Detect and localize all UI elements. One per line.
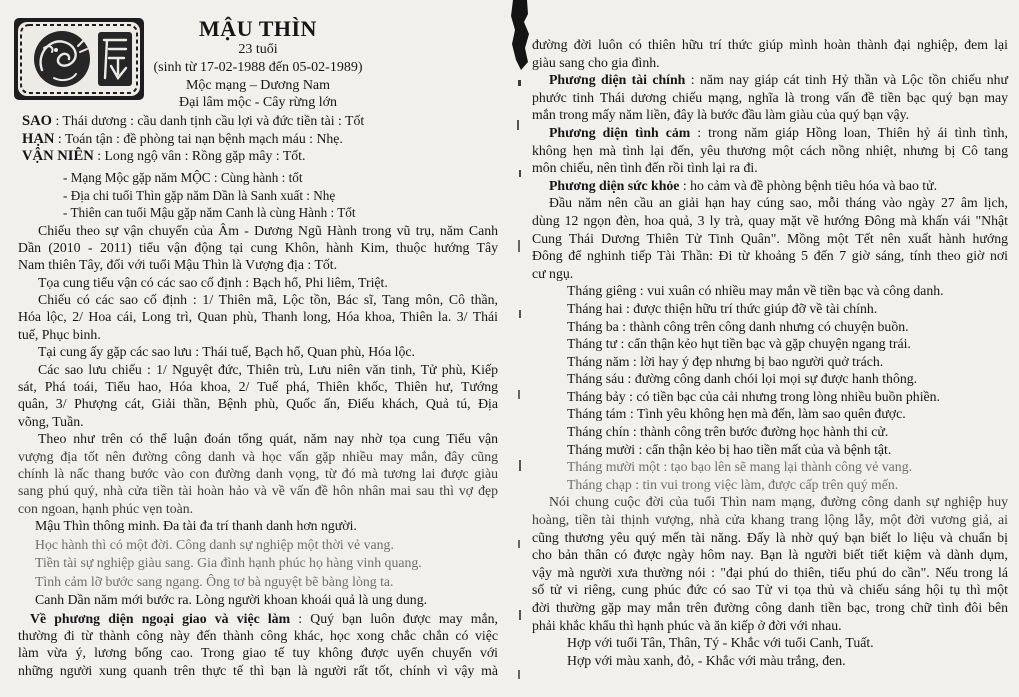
annual-fortune-line xyxy=(18,147,498,164)
monthly-forecast-list xyxy=(532,282,1008,493)
text-line: số tử vi riêng, cung phúc đức có sao Tử vi tọa thủ và chiếu sáng hội tụ thì một xyxy=(532,582,1008,598)
text-line: chính là nấc thang bước vào con đường danh vọng, từ đó mà tương lai được giàu xyxy=(18,466,498,481)
text-line: đời thường gặp may mắn trên đường công danh tiền bạc, trong chữ tình đôi bên xyxy=(532,600,1008,615)
text-line xyxy=(532,124,1008,142)
month-line: Tháng ba : thành công trên công danh nhưng có chuyện buồn. xyxy=(567,318,909,334)
verse-line: Học hành thì có một đời. Công danh sự nghiệp một thời vẻ vang. xyxy=(35,536,394,552)
text-line: Dần (2010 - 2011) tiểu vận động tại cung Khôn, hành Kim, thuộc hướng Tây xyxy=(18,239,498,255)
text-line: võng, Tuần. xyxy=(18,413,84,429)
month-line: Tháng chín : thành công trên bước đường học hành thi cử. xyxy=(567,424,889,440)
element-gender-line: Mộc mạng – Dương Nam xyxy=(185,77,331,93)
month-line: Tháng giêng : vui xuân có nhiều may mắn về tiền bạc và công danh. xyxy=(567,283,944,299)
star-text: : Thái dương : cầu danh tịnh cầu lợi và đức tiền tài : Tốt xyxy=(52,113,365,129)
paragraph-love xyxy=(532,124,1008,177)
paragraph-relations-work xyxy=(18,610,498,680)
paragraph-general-forecast xyxy=(18,430,498,517)
text-line: Các sao lưu chiếu : 1/ Nguyệt đức, Thiên trù, Lưu niên văn tinh, Tử phù, Kiếp xyxy=(38,361,498,377)
paragraph-fixed-stars xyxy=(18,274,498,291)
text-line: quân, 3/ Phượng cát, Giải thần, Bệnh phù, Quốc ấn, Điếu khách, Quả tú, Địa xyxy=(18,396,498,412)
article-header xyxy=(18,16,498,112)
text-run: : trong năm giáp Hồng loan, Thiên hỷ ái tình tình, xyxy=(690,124,1008,140)
paragraph-finance xyxy=(532,71,1008,124)
section-heading: Phương diện tình cảm xyxy=(549,124,691,140)
paragraph-ritual xyxy=(532,194,1008,282)
star-line xyxy=(18,112,498,129)
verse-block xyxy=(18,517,498,610)
text-line: tuế, Phục binh. xyxy=(18,326,101,342)
month-line: Tháng bảy : có tiền bạc của cải nhưng trong lòng nhiều buồn phiền. xyxy=(567,388,940,404)
compatible-age-line: Hợp với tuổi Tân, Thân, Tý - Khắc với tuổi Canh, Tuất. xyxy=(567,635,874,651)
text-line: dùng 12 ngọn đèn, hoa quả, 3 ly trà, quay mặt về hướng Đông mà khấn vái "Nhật xyxy=(532,212,1008,228)
text-line: Hóa lộc, 2/ Hoa cái, Long trì, Quan phù, Thanh long, Hóa khoa, Thiên la. 3/ Thái xyxy=(18,309,498,325)
text-line xyxy=(18,610,498,627)
paragraph-continuation xyxy=(532,36,1008,71)
element-notes xyxy=(18,169,498,221)
text-line: Tọa cung tiểu vận có các sao cố định : Bạch hổ, Phi liêm, Triệt. xyxy=(38,274,388,290)
text-line: môn chiếu, nên tình đến rồi tình lại ra đi. xyxy=(532,160,758,176)
text-line: Nam thiên Tây, đối với tuổi Mậu Thìn là Vượng địa : Tốt. xyxy=(18,257,338,273)
text-line: sang phú quý, nhà cửa tiền tài hoàn hảo và về vấn đề hôn nhân mai sau thì vợ đẹp xyxy=(18,483,498,499)
note-line: - Thiên can tuổi Mậu gặp năm Canh là cùng Hành : Tốt xyxy=(63,205,356,221)
section-heading: Về phương diện ngoại giao và việc làm xyxy=(30,610,291,626)
text-line: Tại cung ấy gặp các sao lưu : Thái tuế, Bạch hổ, Quan phù, Hóa lộc. xyxy=(38,344,415,360)
paragraph-summary xyxy=(532,493,1008,634)
text-run: : Quý bạn luôn được may mắn, xyxy=(290,610,498,626)
paragraph-fortune-movement xyxy=(18,222,498,274)
month-line: Tháng mười một : tạo bạo lên sẽ mang lại thành công vẻ vang. xyxy=(567,459,913,475)
text-line: vượng địa tốt nên đường công danh và học vấn gặp nhiều may mắn, đây cũng xyxy=(18,448,498,464)
month-line: Tháng năm : lời hay ý đẹp nhưng bị bao người quở trách. xyxy=(567,353,884,369)
page-gutter xyxy=(503,0,533,697)
text-line: làm vừa ý, lương bổng cao. Trong giao tế tuy không được uyển chuyển với xyxy=(18,645,498,661)
verse-line: Tiền tài sự nghiệp giàu sang. Gia đình hạnh phúc họ hàng vinh quang. xyxy=(35,555,422,571)
text-line: Theo như trên có thể luận đoán tổng quát, năm nay nhờ tọa cung Tiểu vận xyxy=(38,431,498,447)
limit-label: HẠN xyxy=(22,130,55,147)
age-line: 23 tuổi xyxy=(238,42,278,57)
birth-range-line: (sinh từ 17-02-1988 đến 05-02-1989) xyxy=(153,59,363,75)
month-line: Tháng sáu : đường công danh chói lọi mọi sự được hanh thông. xyxy=(567,371,918,387)
compatible-color-line: Hợp với màu xanh, đỏ, - Khắc với màu trắng, đen. xyxy=(567,652,846,668)
month-line: Tháng tám : Tình yêu không hẹn mà đến, làm sao quên được. xyxy=(567,406,906,422)
section-heading: Phương diện sức khỏe xyxy=(549,177,680,193)
note-line: - Mạng Mộc gặp năm MỘC : Cùng hành : tốt xyxy=(63,170,303,186)
text-line: phải khắc khẩu thì hạnh phúc và ăn kiếp ở đời với nhau. xyxy=(532,617,842,633)
text-line: hoàng, tiền tài thịnh vượng, nhà cửa khang trang lộng lẫy, một đời vương giả, ai xyxy=(532,512,1008,528)
destiny-line: Đại lâm mộc - Cây rừng lớn xyxy=(178,95,338,111)
text-line: sát, Phá toái, Tiểu hao, Hóa khoa, 2/ Tuế phá, Thiên khốc, Thiên hư, Tướng xyxy=(18,379,498,395)
text-line: Cung Thái Dương Thiên Tử Tinh Quân". Mồng một Tết nên xuất hành hướng xyxy=(532,230,1008,246)
annual-fortune-text: : Long ngộ vân : Rồng gặp mây : Tốt. xyxy=(93,147,306,163)
verse-line: Canh Dần năm mới bước ra. Lòng người khoan khoái quả là ung dung. xyxy=(35,592,428,608)
text-line: phước tinh Thái dương chiếu mạng, nghĩa là trong vấn đề tiền bạc quý bạn may xyxy=(532,89,1008,105)
paragraph-health xyxy=(532,177,1008,195)
annual-fortune-label: VẬN NIÊN xyxy=(22,147,94,164)
text-line: Nói chung cuộc đời của tuổi Thìn nam mạng, đường công danh sự nghiệp huy xyxy=(549,494,1008,510)
note-line: - Địa chi tuổi Thìn gặp năm Dần là Sanh xuất : Nhẹ xyxy=(63,187,336,203)
stars-block xyxy=(18,112,498,164)
text-line: mắn trong mấy năm liền, đây là bước đầu làm giàu của quý bạn vậy. xyxy=(532,107,910,123)
month-line: Tháng hai : được thiện hữu trí thức giúp đỡ về tài chính. xyxy=(567,300,878,316)
text-line: cho bản thân có được ngày hôm nay. Bạn là người biết tiết kiệm và dành dụm, xyxy=(532,547,1008,563)
month-line: Tháng mười : cẩn thận kẻo bị hao tiền mất của và bệnh tật. xyxy=(567,441,892,457)
month-line: Tháng chạp : tin vui trong việc làm, được cấp trên quý mến. xyxy=(567,476,899,492)
text-line: giàu sang cho gia đình. xyxy=(532,54,660,70)
text-line xyxy=(532,177,1008,195)
compatibility-block xyxy=(532,634,1008,669)
text-line: thường đi từ thành công này đến thành công khác, học xong chắc chắn có việc xyxy=(18,628,498,644)
limit-text: : Toán tận : đề phòng tai nạn bệnh mạch máu : Nhẹ. xyxy=(54,130,343,146)
right-column xyxy=(532,36,1008,669)
month-line: Tháng tư : cẩn thận kẻo hụt tiền bạc và gặp chuyện ngang trái. xyxy=(567,336,911,352)
limit-line xyxy=(18,130,498,147)
text-line: cũng thương yêu quý mến tài năng. Đấy là nhờ quý bạn biết lo liệu và chuẩn bị xyxy=(532,529,1008,545)
text-line: Chiếu theo sự vận chuyển của Âm - Dương Ngũ Hành trong vũ trụ, năm Canh xyxy=(38,222,498,238)
left-column xyxy=(18,10,498,679)
verse-line: Tình cảm lỡ bước sang ngang. Ông tơ bà nguyệt bẽ bàng lòng ta. xyxy=(35,573,394,589)
star-label: SAO xyxy=(22,113,53,130)
text-run: : năm nay giáp cát tinh Hỷ thần và Lộc tồn chiếu như xyxy=(685,72,1009,88)
text-line: Đầu năm nên cầu an giải hạn hay cúng sao, mỗi tháng vào ngày 27 âm lịch, xyxy=(549,195,1008,211)
text-line: con ngoan, hạnh phúc vẹn toàn. xyxy=(18,500,194,516)
text-line: vậy mà người xưa thường nói : "đại phú do thiên, tiểu phú do cần". Nếu trong lá xyxy=(532,564,1008,580)
paragraph-flowing-stars xyxy=(18,343,498,360)
text-run: : ho cảm và đề phòng bệnh tiêu hóa và bao tử. xyxy=(679,177,938,193)
section-heading: Phương diện tài chính xyxy=(549,72,686,88)
verse-line: Mậu Thìn thông minh. Đa tài đa trí thanh danh hơn người. xyxy=(35,518,357,534)
text-line: Đông để nghinh tiếp Tài Thần: Đi từ khoảng 5 đến 7 giờ sáng, tính theo giờ nơi xyxy=(532,248,1008,264)
text-line: Chiếu có các sao cố định : 1/ Thiên mã, Lộc tồn, Bác sĩ, Tang môn, Cô thần, xyxy=(38,292,498,308)
paragraph-flowing-stars-list xyxy=(18,361,498,431)
page-title: MẬU THÌN xyxy=(199,16,317,41)
text-line: không hẹn mà tình lại đến, yêu thương một cách nồng nhiệt, nhưng bị Cô tang xyxy=(532,142,1008,158)
text-line xyxy=(532,71,1008,89)
text-line: đường đời luôn có thiên hữu trí thức giúp mình hoàn thành đại nghiệp, đem lại xyxy=(532,37,1008,52)
text-line: cư ngụ. xyxy=(532,265,574,281)
paragraph-shining-stars xyxy=(18,291,498,343)
text-line: những người xung quanh trên thực tế thì bạn là người rất tốt, chính vì vậy mà xyxy=(18,662,498,678)
